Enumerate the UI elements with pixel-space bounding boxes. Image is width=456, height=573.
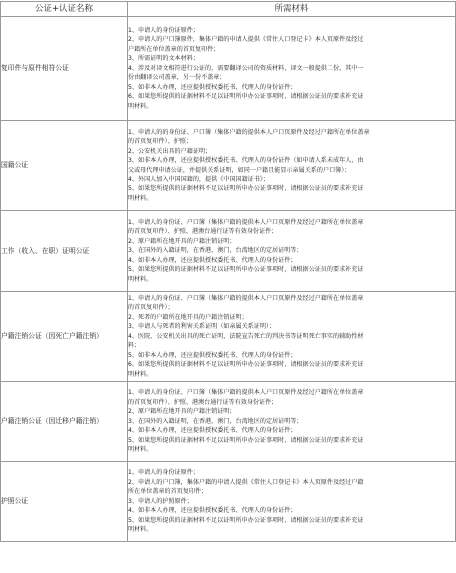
material-line: 2、死者的户籍所在地开具的户籍注销证明； [128,313,248,321]
notarization-name-cell: 国籍公证 [1,121,128,211]
material-line: 份由翻译公司盖章，另一份不盖章； [128,74,226,82]
material-line: 5、如果您所提供的证据材料不足以证明所申办公证事项时，请根据公证员的要求补充证 [128,436,364,444]
material-line: 明材料。 [128,370,153,378]
materials-cell [128,17,456,121]
materials-cell [128,211,456,292]
material-line: 5、如果您所提供的证据材料不足以证明所申办公证事项时，请根据公证员的要求补充证 [128,516,364,524]
material-line: 3、申请人的护照原件； [128,497,193,505]
material-line: 1、申请人的身份证、户口簿（集体户籍的提供本人户口页原件及经过户籍所在单位盖章 [128,389,364,397]
materials-cell [128,121,456,211]
material-line: 明材料。 [128,275,153,283]
material-line: 6、如果您所提供的证据材料不足以证明所申办公证事项时，请根据公证员的要求补充证 [128,93,364,101]
material-line: 5、如果您所提供的证据材料不足以证明所申办公证事项时，请根据公证员的要求补充证 [128,266,364,274]
material-line: 3、所需证明的文本材料； [128,55,199,63]
material-line: 所在单位盖章的首页复印件； [128,488,208,496]
notarization-name-cell: 护照公证 [1,462,128,542]
material-line: 2、申请人的户口簿原件，集体户籍的申请人提供《常住人口登记卡》本人页原件及经过 [128,36,364,44]
material-line: 5、如非本人办理，还应提供授权委托书、代理人的身份证件； [128,351,297,359]
table-row [1,211,456,292]
header-name-cell: 公证+认证名称 [1,2,128,17]
table-row [1,17,456,121]
material-line: 明材料。 [128,446,153,454]
table-row [1,121,456,211]
material-line: 的首页复印件）、护照、港澳台通行证等有效身份证件； [128,228,278,236]
notarization-name-cell: 户籍注销公证（因死亡户籍注销） [1,292,128,382]
table-header-row [1,2,456,17]
header-materials-cell: 所需材料 [128,2,456,17]
material-line: 4、医院、公安机关出具的死亡证明，法院宣告死亡的判决书等证明死亡事实的辅助性材 [128,332,364,340]
materials-cell [128,292,456,382]
material-line: 5、如非本人办理，还应提供授权委托书、代理人的身份证件； [128,83,297,91]
materials-cell [128,462,456,542]
material-line: 1、申请人的身份证原件； [128,26,199,34]
material-line: 1、申请人的身份证原件； [128,469,199,477]
material-line: 4、如非本人办理，还应提供授权委托书、代理人的身份证件； [128,507,297,515]
material-line: 料； [128,342,141,350]
material-line: 2、原户籍所在地开具的户籍注销证明； [128,408,236,416]
material-line: 1、申请人的身份证、户口簿（集体户籍的提供本人户口页原件及经过户籍所在单位盖章 [128,294,364,302]
material-line: 3、如非本人办理，还应提供授权委托书、代理人的身份证件（如申请人系未成年人，由 [128,157,364,165]
material-line: 的首页复印件）； [128,304,174,312]
material-line: 父或母代理申请公证，并提供关系证明，如同一户籍且能显示亲属关系的户口簿）； [128,166,351,174]
material-line: 的首页复印件）、护照、港澳台通行证等有效身份证件； [128,398,278,406]
material-line: 3、申请人与死者的利害关系证明（如亲属关系证明）； [128,323,276,331]
material-line: 明材料。 [128,194,153,202]
material-line: 4、涉及对译文相符进行公证的，需要翻译公司的资质材料，译文一般提供二份，其中一 [128,64,364,72]
material-line: 1、申请人的的身份证、户口簿（集体户籍的提供本人户口页原件及经过户籍所在单位盖章 [128,128,370,136]
material-line: 2、原户籍所在地开具的户籍注销证明； [128,237,236,245]
material-line: 1、申请人的身份证、户口簿（集体户籍的提供本人户口页原件及经过户籍所在单位盖章 [128,218,364,226]
material-line: 5、如果您所提供的证据材料不足以证明所申办公证事项时，请根据公证员的要求补充证 [128,185,364,193]
material-line: 6、如果您所提供的证据材料不足以证明所申办公证事项时，请根据公证员的要求补充证 [128,361,364,369]
requirements-table [0,1,456,542]
table-row [1,462,456,542]
material-line: 明材料。 [128,526,153,534]
material-line: 3、在国外的入籍证明，在香港，澳门，台湾地区的定居证明等； [128,247,303,255]
notarization-name-cell: 户籍注销公证（因迁移户籍注销） [1,382,128,462]
material-line: 2、申请人的户口簿，集体户籍的申请人提供《常住人口登记卡》本人页原件及经过户籍 [128,478,364,486]
material-line: 2、公安机关出具的户籍证明； [128,147,212,155]
notarization-name-cell: 复印件与原件相符公证 [1,17,128,121]
material-line: 4、如非本人办理，还应提供授权委托书、代理人的身份证件； [128,427,297,435]
materials-cell [128,382,456,462]
material-line: 4、如非本人办理，还应提供授权委托书、代理人的身份证件； [128,256,297,264]
material-line: 户籍所在单位盖章的首页复印件； [128,45,220,53]
notarization-name-cell: 工作（收入、在职）证明公证 [1,211,128,292]
material-line: 的首页复印件）、护照； [128,138,192,146]
table-body [1,17,456,542]
material-line: 3、在国外的入籍证明，在香港，澳门，台湾地区的定居证明等； [128,417,303,425]
table-row [1,292,456,382]
material-line: 4、外国人加入中国国籍的，提供《中国国籍证书》； [128,175,269,183]
table-row [1,382,456,462]
material-line: 明材料。 [128,102,153,110]
